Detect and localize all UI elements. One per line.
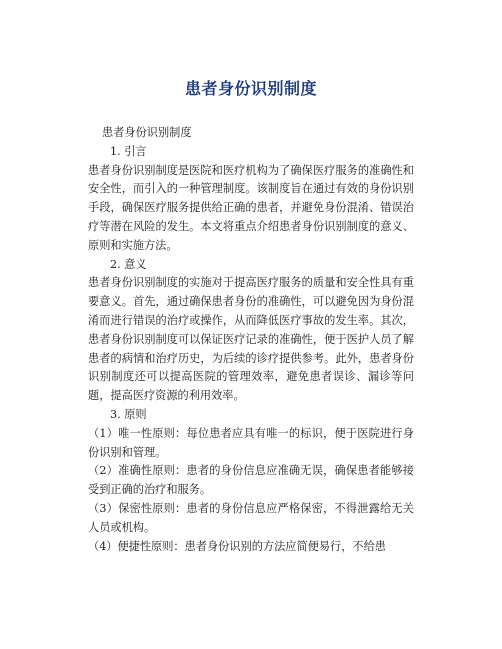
document-body <box>88 124 414 556</box>
section-heading-significance: 2. 意义 <box>110 257 147 271</box>
principle-item-convenience: （4）便捷性原则：患者身份识别的方法应简便易行，不给患 <box>88 539 386 553</box>
section-heading-intro: 1. 引言 <box>110 144 147 158</box>
principle-item-uniqueness: （1）唯一性原则：每位患者应具有唯一的标识，便于医院进行身份识别和管理。 <box>88 426 414 459</box>
document-title: 患者身份识别制度 <box>184 79 317 98</box>
principle-item-accuracy: （2）准确性原则：患者的身份信息应准确无误，确保患者能够接受到正确的治疗和服务。 <box>88 464 414 497</box>
section-heading-principles: 3. 原则 <box>110 407 147 421</box>
paragraph-intro: 患者身份识别制度是医院和医疗机构为了确保医疗服务的准确性和安全性，而引入的一种管理制度。该制度旨在通过有效的身份识别手段，确保医疗服务提供给正确的患者，并避免身份混淆、错误治疗等潜在风险的发生。本文将重点介绍患者身份识别制度的意义、原则和实施方法。 <box>88 163 414 252</box>
document-subtitle: 患者身份识别制度 <box>102 126 192 139</box>
paragraph-significance: 患者身份识别制度的实施对于提高医疗服务的质量和安全性具有重要意义。首先，通过确保患者身份的准确性，可以避免因为身份混淆而进行错误的治疗或操作，从而降低医疗事故的发生率。其次，患者身份识别制度可以保证医疗记录的准确性，便于医护人员了解患者的病情和治疗历史，为后续的诊疗提供参考。此外，患者身份识别制度还可以提高医院的管理效率，避免患者误诊、漏诊等问题，提高医疗资源的利用效率。 <box>88 276 414 403</box>
principle-item-confidentiality: （3）保密性原则：患者的身份信息应严格保密，不得泄露给无关人员或机构。 <box>88 501 414 534</box>
